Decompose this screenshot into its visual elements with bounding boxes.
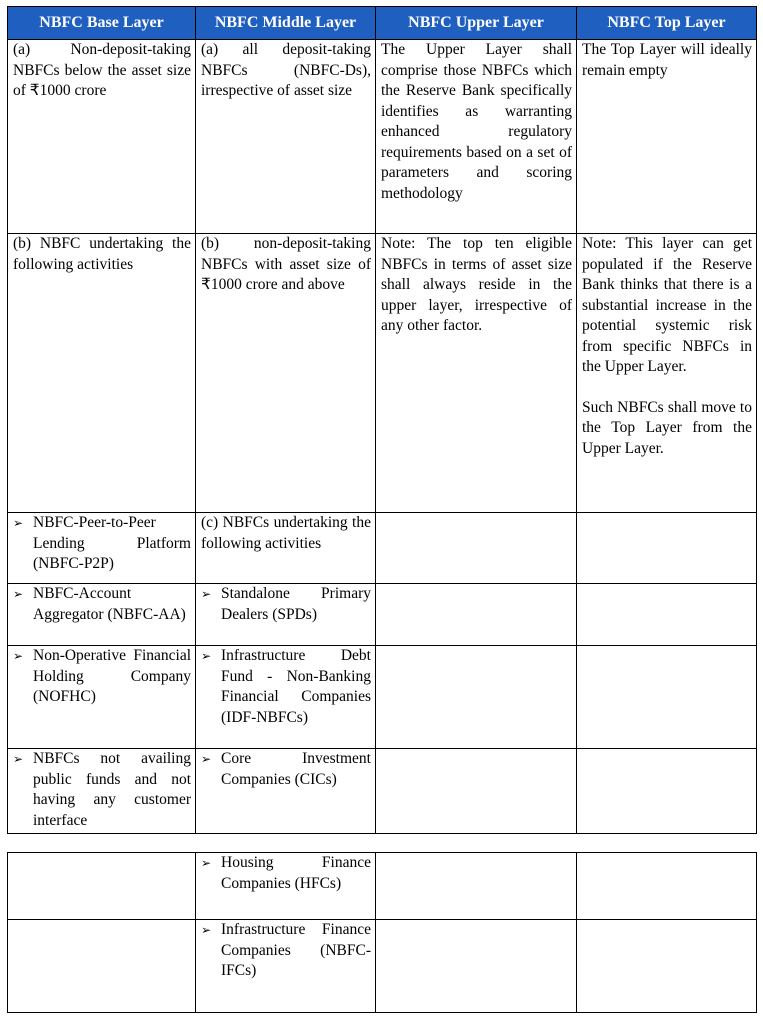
top-note-paragraph: Such NBFCs shall move to the Top Layer from the Upper Layer.: [582, 398, 752, 457]
list-item: Infrastructure Debt Fund - Non-Banking Financial Companies (IDF-NBFCs): [221, 647, 371, 726]
empty-cell: [577, 853, 757, 920]
list-item: Core Investment Companies (CICs): [221, 750, 371, 788]
upper-cell-description: The Upper Layer shall comprise those NBFCs which the Reserve Bank specifically identifies as warranting enhanced regulatory requirements based on a set of parameters and scoring methodology: [376, 40, 577, 234]
nbfc-layers-table: [7, 6, 757, 834]
empty-cell: [577, 584, 757, 646]
top-note-paragraph: Note: This layer can get populated if the Reserve Bank thinks that there is a substantial increase in the potential systemic risk from specific NBFCs in the Upper Layer.: [582, 235, 752, 375]
middle-cell-b: (b) non-deposit-taking NBFCs with asset size of ₹1000 crore and above: [196, 234, 376, 513]
arrow-bullet-icon: ➢: [201, 856, 212, 870]
table-row: [8, 234, 757, 513]
list-item: NBFCs not availing public funds and not having any customer interface: [33, 750, 191, 829]
header-upper-layer: NBFC Upper Layer: [376, 7, 577, 40]
middle-cell-c: (c) NBFCs undertaking the following activities: [196, 513, 376, 584]
table-row: [8, 920, 757, 1013]
arrow-bullet-icon: ➢: [201, 752, 212, 766]
table-row: [8, 749, 757, 834]
table-row: [8, 853, 757, 920]
base-cell-no-public-funds: [8, 749, 196, 834]
upper-cell-note: Note: The top ten eligible NBFCs in terms of asset size shall always reside in the upper layer, irrespective of any other factor.: [376, 234, 577, 513]
empty-cell: [376, 749, 577, 834]
base-cell-p2p: [8, 513, 196, 584]
base-cell-aa: [8, 584, 196, 646]
empty-cell: [577, 646, 757, 749]
empty-cell: [577, 920, 757, 1013]
arrow-bullet-icon: ➢: [201, 649, 212, 663]
arrow-bullet-icon: ➢: [13, 516, 24, 530]
list-item: Non-Operative Financial Holding Company (NOFHC): [33, 647, 191, 705]
middle-cell-spd: [196, 584, 376, 646]
middle-cell-idf: [196, 646, 376, 749]
arrow-bullet-icon: ➢: [13, 649, 24, 663]
arrow-bullet-icon: ➢: [13, 752, 24, 766]
header-top-layer: NBFC Top Layer: [577, 7, 757, 40]
empty-cell: [577, 513, 757, 584]
empty-cell: [8, 853, 196, 920]
table-row: [8, 513, 757, 584]
empty-cell: [376, 646, 577, 749]
middle-cell-cic: [196, 749, 376, 834]
base-cell-b: (b) NBFC undertaking the following activities: [8, 234, 196, 513]
nbfc-layers-table-continued: [7, 852, 757, 1013]
arrow-bullet-icon: ➢: [201, 587, 212, 601]
table-row: [8, 646, 757, 749]
header-base-layer: NBFC Base Layer: [8, 7, 196, 40]
empty-cell: [8, 920, 196, 1013]
top-cell-note: [577, 234, 757, 513]
list-item: NBFC-Account Aggregator (NBFC-AA): [33, 585, 186, 623]
list-item: Infrastructure Finance Companies (NBFC-IFCs): [221, 921, 371, 979]
top-cell-description: The Top Layer will ideally remain empty: [577, 40, 757, 234]
middle-cell-hfc: [196, 853, 376, 920]
header-middle-layer: NBFC Middle Layer: [196, 7, 376, 40]
table-row: [8, 584, 757, 646]
list-item: NBFC-Peer-to-Peer Lending Platform (NBFC-P2P): [33, 514, 191, 572]
base-cell-a: (a) Non-deposit-taking NBFCs below the asset size of ₹1000 crore: [8, 40, 196, 234]
empty-cell: [577, 749, 757, 834]
middle-cell-ifc: [196, 920, 376, 1013]
empty-cell: [376, 920, 577, 1013]
list-item: Housing Finance Companies (HFCs): [221, 854, 371, 892]
header-row: [8, 7, 757, 40]
empty-cell: [376, 584, 577, 646]
empty-cell: [376, 513, 577, 584]
base-cell-nofhc: [8, 646, 196, 749]
arrow-bullet-icon: ➢: [201, 923, 212, 937]
middle-cell-a: (a) all deposit-taking NBFCs (NBFC-Ds), irrespective of asset size: [196, 40, 376, 234]
empty-cell: [376, 853, 577, 920]
arrow-bullet-icon: ➢: [13, 587, 24, 601]
table-row: [8, 40, 757, 234]
list-item: Standalone Primary Dealers (SPDs): [221, 585, 371, 623]
